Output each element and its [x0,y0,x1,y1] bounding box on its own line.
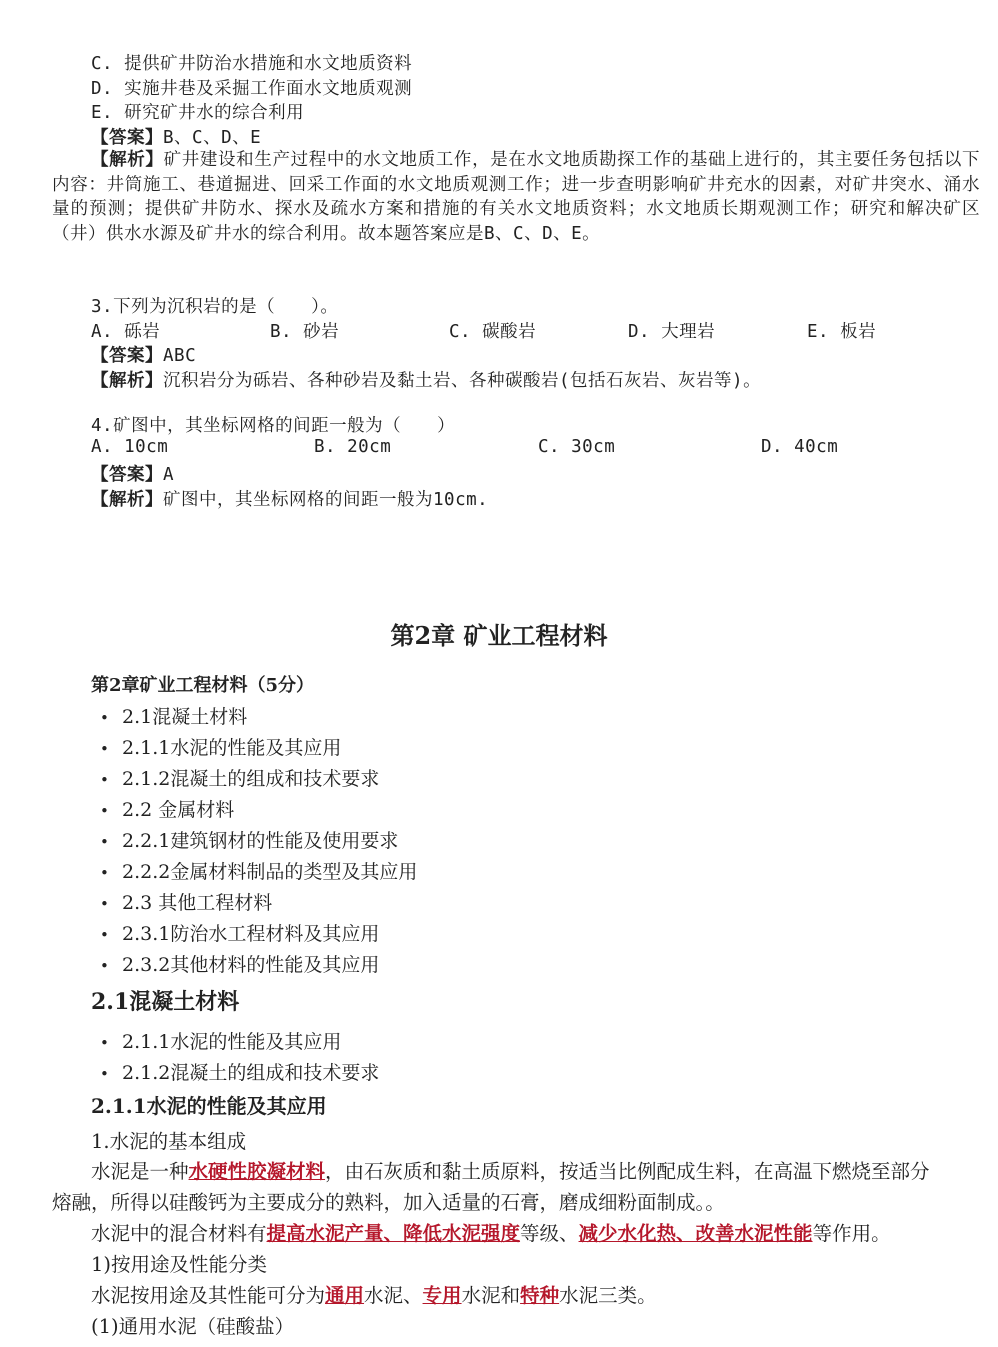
highlight-term: 减少水化热、改善水泥性能 [578,1222,813,1245]
body-item-composition: 1.水泥的基本组成 [91,1130,247,1153]
bullet-icon: • [100,771,109,789]
paragraph-1-line-2: 熔融，所得以硅酸钙为主要成分的熟料，加入适量的石膏，磨成细粉面制成。。 [52,1191,725,1214]
q4-option-a: A. 10cm [91,437,169,457]
q3-analysis [91,367,761,392]
section-item: • 2.1.1水泥的性能及其应用 [100,1031,342,1053]
paragraph-3: 水泥按用途及其性能可分为通用水泥、专用水泥和特种水泥三类。 [91,1284,657,1307]
answer-label: 【答案】 [91,465,163,485]
outline-item: • 2.3.1防治水工程材料及其应用 [100,923,380,945]
bullet-icon: • [100,802,109,820]
answer-value: A [163,465,175,485]
q3-stem: 3.下列为沉积岩的是（ ）。 [91,297,339,317]
outline-item: • 2.1.2混凝土的组成和技术要求 [100,768,380,790]
q2-option-d: D. 实施井巷及采掘工作面水文地质观测 [91,79,413,99]
bullet-icon: • [100,926,109,944]
q3-option-e: E. 板岩 [807,322,877,342]
q3-answer [91,342,196,367]
bullet-icon: • [100,1065,109,1083]
analysis-text: 矿井建设和生产过程中的水文地质工作，是在水文地质勘探工作的基础上进行的，其主要任务包括以下内容：井筒施工、巷道掘进、回采工作面的水文地质观测工作；进一步查明影响矿井充水的因素，对矿井突水、涌水量的预测；提供矿井防水、探水及疏水方案和措施的有关水文地质资料；水文地质长期观测工作；研究和解决矿区（井）供水水源及矿井水的综合利用。故本题答案应是B、C、D、E。 [52,150,981,244]
answer-label: 【答案】 [91,128,163,148]
bullet-icon: • [100,740,109,758]
highlight-term: 通用 [325,1284,365,1307]
q3-option-d: D. 大理岩 [628,322,716,342]
highlight-term: 特种 [520,1284,560,1307]
analysis-text: 沉积岩分为砾岩、各种砂岩及黏土岩、各种碳酸岩(包括石灰岩、灰岩等)。 [163,371,762,391]
q3-option-b: B. 砂岩 [270,322,340,342]
q4-answer [91,461,174,486]
bullet-icon: • [100,864,109,882]
analysis-text: 矿图中，其坐标网格的间距一般为10cm. [163,490,489,510]
q4-analysis [91,486,488,511]
outline-heading: 第2章矿业工程材料（5分） [91,675,315,696]
q4-option-c: C. 30cm [538,437,616,457]
bullet-icon: • [100,1034,109,1052]
outline-item: • 2.3.2其他材料的性能及其应用 [100,954,380,976]
q4-option-b: B. 20cm [314,437,392,457]
outline-item: • 2.1.1水泥的性能及其应用 [100,737,342,759]
highlight-term: 专用 [422,1284,462,1307]
bullet-icon: • [100,709,109,727]
q3-option-c: C. 碳酸岩 [449,322,537,342]
answer-value: B、C、D、E [163,128,262,148]
analysis-label: 【解析】 [91,371,163,391]
q4-option-d: D. 40cm [761,437,839,457]
outline-item: • 2.3 其他工程材料 [100,892,273,914]
answer-value: ABC [163,346,197,366]
section-heading: 2.1混凝土材料 [91,989,240,1015]
subsection-heading: 2.1.1水泥的性能及其应用 [91,1094,327,1118]
outline-item: • 2.2.2金属材料制品的类型及其应用 [100,861,418,883]
bullet-icon: • [100,833,109,851]
outline-item: • 2.1混凝土材料 [100,706,248,728]
chapter-title: 第2章 矿业工程材料 [390,621,608,650]
section-item: • 2.1.2混凝土的组成和技术要求 [100,1062,380,1084]
outline-item: • 2.2.1建筑钢材的性能及使用要求 [100,830,399,852]
q2-analysis [52,148,980,246]
highlight-term: 水硬性胶凝材料 [188,1160,326,1183]
q2-option-e: E. 研究矿井水的综合利用 [91,103,305,123]
body-item-classification: 1)按用途及性能分类 [91,1253,268,1276]
highlight-term: 提高水泥产量、降低水泥强度 [266,1222,521,1245]
analysis-label: 【解析】 [91,150,164,170]
answer-label: 【答案】 [91,346,163,366]
q2-answer [91,124,261,149]
q3-option-a: A. 砾岩 [91,322,161,342]
body-item-general-cement: (1)通用水泥（硅酸盐） [91,1315,295,1338]
q2-option-c: C. 提供矿井防治水措施和水文地质资料 [91,54,413,74]
outline-item: • 2.2 金属材料 [100,799,235,821]
bullet-icon: • [100,957,109,975]
analysis-label: 【解析】 [91,490,163,510]
bullet-icon: • [100,895,109,913]
q4-stem: 4.矿图中，其坐标网格的间距一般为（ ） [91,416,456,436]
paragraph-2: 水泥中的混合材料有提高水泥产量、降低水泥强度等级、减少水化热、改善水泥性能等作用。 [91,1222,891,1245]
paragraph-1-line-1: 水泥是一种水硬性胶凝材料，由石灰质和黏土质原料，按适当比例配成生料，在高温下燃烧至部分 [91,1160,930,1183]
